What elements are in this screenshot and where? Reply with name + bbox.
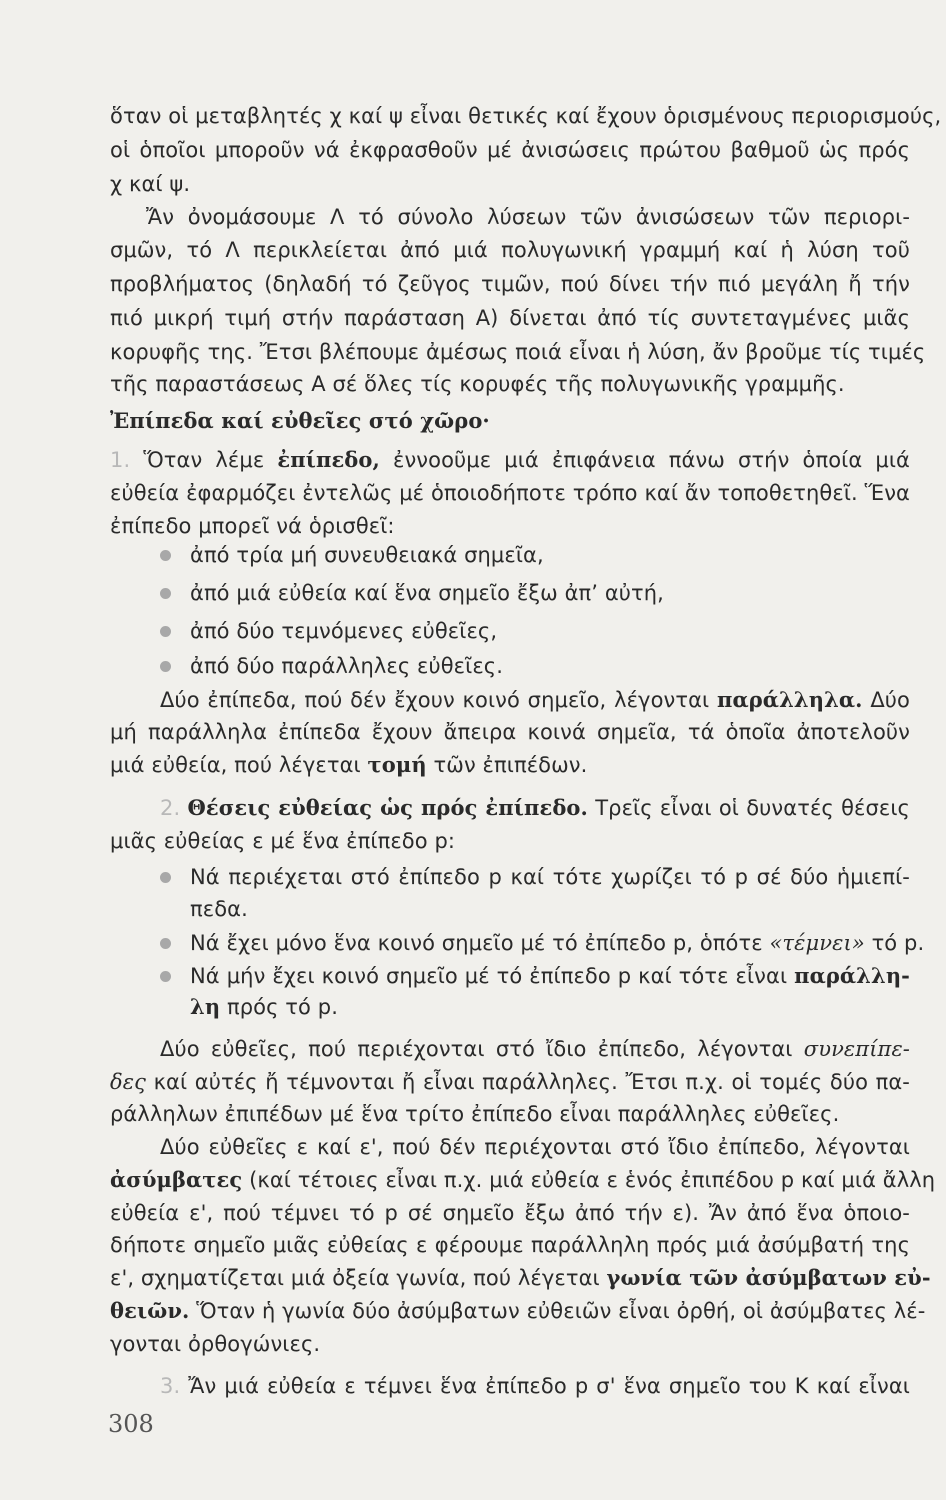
list-item: ἀπό δύο τεμνόμενες εὐθεῖες, [190, 619, 498, 643]
list-item: ἀπό δύο παράλληλες εὐθεῖες. [190, 654, 503, 678]
bullet-icon [160, 626, 171, 637]
paragraph-number: 1. [110, 448, 131, 472]
list-item [190, 960, 910, 992]
paragraph-number: 2. [160, 796, 181, 820]
paragraph-1-first-line [110, 444, 910, 476]
text-line [110, 1295, 926, 1327]
term: δες [110, 1070, 146, 1094]
text-line: Ἄν ὀνομάσουμε Λ τό σύνολο λύσεων τῶν ἀνισώσεων τῶν περιορι- [146, 205, 910, 229]
bullet-icon [160, 938, 171, 949]
text-span: τό p. [871, 931, 925, 955]
text-line [110, 1066, 910, 1098]
text-line: τῆς παραστάσεως Α σέ ὅλες τίς κορυφές τῆς πολυγωνικῆς γραμμῆς. [110, 372, 845, 396]
text-span: καί αὐτές ἤ τέμνονται ἤ εἶναι παράλληλες. Ἔτσι π.χ. οἱ τομές δύο πα- [153, 1070, 910, 1094]
bullet-icon [160, 872, 171, 883]
text-span: ε', σχηματίζεται μιά ὀξεία γωνία, πού λέγεται [110, 1266, 600, 1290]
term: ἐπίπεδο, [277, 447, 380, 472]
list-item-continuation: πεδα. [190, 897, 248, 921]
subheading: Θέσεις εὐθείας ὡς πρός ἐπίπεδο. [187, 795, 588, 820]
text-span: Τρεῖς εἶναι οἱ δυνατές θέσεις [595, 796, 910, 820]
bullet-icon [160, 550, 171, 561]
text-span: μιά εὐθεία, πού λέγεται [110, 753, 361, 777]
text-line [160, 1033, 910, 1065]
list-item-continuation [190, 991, 910, 1023]
text-line: πιό μικρή τιμή στήν παράσταση Α) δίνεται ἀπό τίς συντεταγμένες μιᾶς [110, 306, 910, 330]
text-line: ὅταν οἱ μεταβλητές χ καί ψ εἶναι θετικές καί ἔχουν ὁρισμένους περιορισμούς, [110, 104, 942, 128]
list-item [190, 927, 925, 959]
bullet-icon [160, 661, 171, 672]
text-line [110, 1262, 931, 1294]
text-span: Ὅταν ἡ γωνία δύο ἀσύμβατων εὐθειῶν εἶναι ὀρθή, οἱ ἀσύμβατες λέ- [196, 1299, 926, 1323]
text-span: πρός τό p. [226, 995, 338, 1019]
term: συνεπίπε- [803, 1037, 911, 1061]
text-line: μιᾶς εὐθείας ε μέ ἕνα ἐπίπεδο p: [110, 829, 456, 853]
text-line: κορυφῆς της. Ἔτσι βλέπουμε ἀμέσως ποιά εἶναι ἡ λύση, ἄν βροῦμε τίς τιμές [110, 340, 926, 364]
page-number: 308 [108, 1410, 154, 1438]
text-span: τῶν ἐπιπέδων. [433, 753, 588, 777]
text-line: χ καί ψ. [110, 172, 191, 196]
text-span: Ἄν μιά εὐθεία ε τέμνει ἕνα ἐπίπεδο p σ' ἕνα σημεῖο του Κ καί εἶναι [188, 1374, 910, 1398]
text-line: ράλληλων ἐπιπέδων μέ ἕνα τρίτο ἐπίπεδο εἶναι παράλληλες εὐθεῖες. [110, 1102, 840, 1126]
text-span: Δύο εὐθεῖες, πού περιέχονται στό ἴδιο ἐπίπεδο, λέγονται [160, 1037, 793, 1061]
term: γωνία τῶν ἀσύμβατων εὐ- [606, 1265, 931, 1290]
bullet-icon [160, 971, 171, 982]
text-span: (καί τέτοιες εἶναι π.χ. μιά εὐθεία ε ἑνός ἐπιπέδου p καί μιά ἄλλη [249, 1168, 936, 1192]
text-line [110, 1164, 936, 1196]
text-line: ἐπίπεδο μπορεῖ νά ὁρισθεῖ: [110, 514, 395, 538]
list-item: ἀπό μιά εὐθεία καί ἕνα σημεῖο ἔξω ἀπ’ αὐτή, [190, 581, 664, 605]
term: παράλληλα. [717, 687, 863, 712]
list-item: Νά περιέχεται στό ἐπίπεδο p καί τότε χωρίζει τό p σέ δύο ἡμιεπί- [190, 865, 910, 889]
text-span: Ὅταν λέμε [143, 448, 265, 472]
text-line [110, 749, 910, 781]
term: παράλλη- [794, 963, 910, 988]
text-line: γονται ὀρθογώνιες. [110, 1332, 321, 1356]
term: λη [190, 994, 221, 1019]
text-line: μή παράλληλα ἐπίπεδα ἔχουν ἄπειρα κοινά σημεῖα, τά ὁποῖα ἀποτελοῦν [110, 720, 910, 744]
paragraph-2-first-line [160, 792, 910, 824]
paragraph-number: 3. [160, 1374, 181, 1398]
text-line: δήποτε σημεῖο μιᾶς εὐθείας ε φέρουμε παράλληλη πρός μιά ἀσύμβατή της [110, 1233, 910, 1257]
bullet-icon [160, 588, 171, 599]
text-line: οἱ ὁποῖοι μποροῦν νά ἐκφρασθοῦν μέ ἀνισώσεις πρώτου βαθμοῦ ὡς πρός [110, 138, 910, 162]
text-line: εὐθεία ε', πού τέμνει τό p σέ σημεῖο ἔξω ἀπό τήν ε). Ἄν ἀπό ἕνα ὁποιο- [110, 1201, 910, 1225]
list-item: ἀπό τρία μή συνευθειακά σημεῖα, [190, 543, 544, 567]
paragraph-3-first-line [160, 1370, 910, 1402]
text-line: σμῶν, τό Λ περικλείεται ἀπό μιά πολυγωνική γραμμή καί ἡ λύση τοῦ [110, 238, 910, 262]
text-span: Δύο ἐπίπεδα, πού δέν ἔχουν κοινό σημεῖο, λέγονται [160, 688, 710, 712]
text-span: Δύο [870, 688, 911, 712]
term: τομή [367, 752, 427, 777]
text-line: προβλήματος (δηλαδή τό ζεῦγος τιμῶν, πού δίνει τήν πιό μεγάλη ἤ τήν [110, 272, 910, 296]
text-span: Νά μήν ἔχει κοινό σημεῖο μέ τό ἐπίπεδο p καί τότε εἶναι [190, 964, 788, 988]
text-span: Νά ἔχει μόνο ἕνα κοινό σημεῖο μέ τό ἐπίπεδο p, ὁπότε [190, 931, 763, 955]
text-line: Δύο εὐθεῖες ε καί ε', πού δέν περιέχονται στό ἴδιο ἐπίπεδο, λέγονται [160, 1135, 910, 1159]
text-span: ἐννοοῦμε μιά ἐπιφάνεια πάνω στήν ὁποία μιά [393, 448, 910, 472]
term: ἀσύμβατες [110, 1167, 243, 1192]
term: «τέμνει» [769, 931, 865, 955]
term: θειῶν. [110, 1298, 190, 1323]
text-line: εὐθεία ἐφαρμόζει ἐντελῶς μέ ὁποιοδήποτε τρόπο καί ἄν τοποθετηθεῖ. Ἕνα [110, 481, 910, 505]
text-line [160, 684, 910, 716]
section-heading: Ἐπίπεδα καί εὐθεῖες στό χῶρο· [110, 408, 490, 433]
